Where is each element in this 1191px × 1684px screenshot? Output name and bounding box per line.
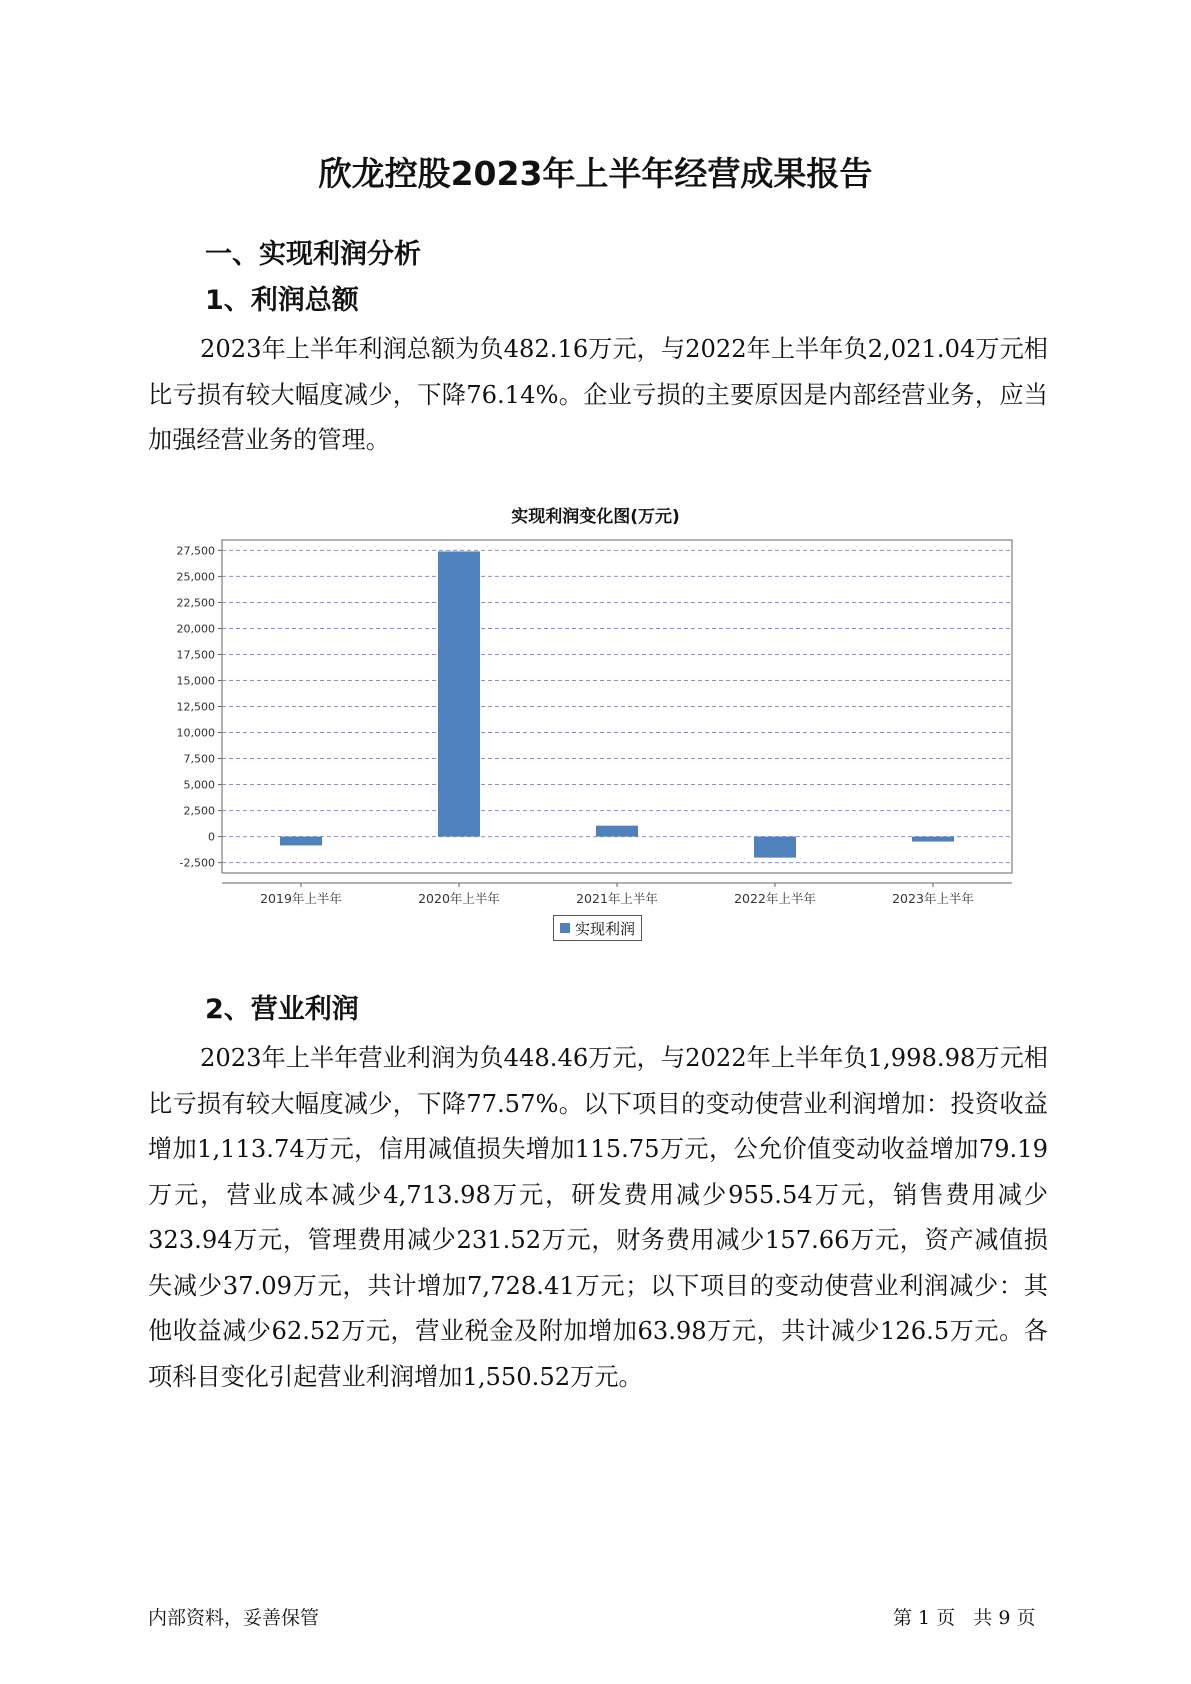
y-tick-label: 12,500: [176, 700, 215, 714]
y-tick-label: 0: [208, 830, 215, 844]
x-tick-label: 2020年上半年: [418, 891, 500, 906]
x-tick-label: 2023年上半年: [892, 891, 974, 906]
footer-page-number: 第 1 页 共 9 页: [893, 1607, 1036, 1629]
y-tick-label: 27,500: [176, 544, 215, 558]
y-tick-label: 22,500: [176, 596, 215, 610]
y-tick-label: 5,000: [183, 778, 215, 792]
x-tick-label: 2021年上半年: [576, 891, 658, 906]
y-tick-label: 2,500: [183, 804, 215, 818]
y-tick-label: 10,000: [176, 726, 215, 740]
y-tick-label: -2,500: [179, 856, 215, 870]
x-tick-label: 2022年上半年: [734, 891, 816, 906]
bar-5: [912, 837, 954, 842]
legend-swatch: [560, 923, 570, 933]
bar-3: [596, 826, 638, 837]
section-heading-profit-analysis: 一、实现利润分析: [205, 239, 421, 270]
chart-legend: [553, 915, 642, 941]
operating-profit-paragraph: 2023年上半年营业利润为负448.46万元，与2022年上半年负1,998.98万元相比亏损有较大幅度减少，下降77.57%。以下项目的变动使营业利润增加：投资收益增加1,113.74万元，信用减值损失增加115.75万元，公允价值变动收益增加79.19万元，营业成本减少4,713.98万元，研发费用减少955.54万元，销售费用减少323.94万元，管理费用减少231.52万元，财务费用减少157.66万元，资产减值损失减少37.09万元，共计增加7,728.41万元；以下项目的变动使营业利润减少：其他收益减少62.52万元，营业税金及附加增加63.98万元，共计减少126.5万元。各项科目变化引起营业利润增加1,550.52万元。: [148, 1044, 1048, 1391]
bar-2: [438, 551, 480, 836]
footer-confidential-note: 内部资料，妥善保管: [148, 1607, 320, 1629]
total-profit-paragraph: 2023年上半年利润总额为负482.16万元，与2022年上半年负2,021.04万元相比亏损有较大幅度减少，下降76.14%。企业亏损的主要原因是内部经营业务，应当加强经营业务的管理。: [148, 335, 1048, 454]
x-tick-label: 2019年上半年: [260, 891, 342, 906]
legend-label: 实现利润: [575, 919, 636, 938]
bar-1: [280, 837, 322, 846]
report-title: 欣龙控股2023年上半年经营成果报告: [318, 154, 873, 193]
subheading-operating-profit: 2、营业利润: [205, 994, 359, 1025]
profit-bar-chart: [140, 530, 1040, 960]
bar-4: [754, 837, 796, 858]
y-tick-label: 20,000: [176, 622, 215, 636]
y-tick-label: 25,000: [176, 570, 215, 584]
y-tick-label: 17,500: [176, 648, 215, 662]
chart-title: 实现利润变化图(万元): [511, 507, 680, 527]
profit-chart: [140, 530, 1040, 960]
subheading-total-profit: 1、利润总额: [205, 285, 359, 316]
y-tick-label: 7,500: [183, 752, 215, 766]
y-tick-label: 15,000: [176, 674, 215, 688]
